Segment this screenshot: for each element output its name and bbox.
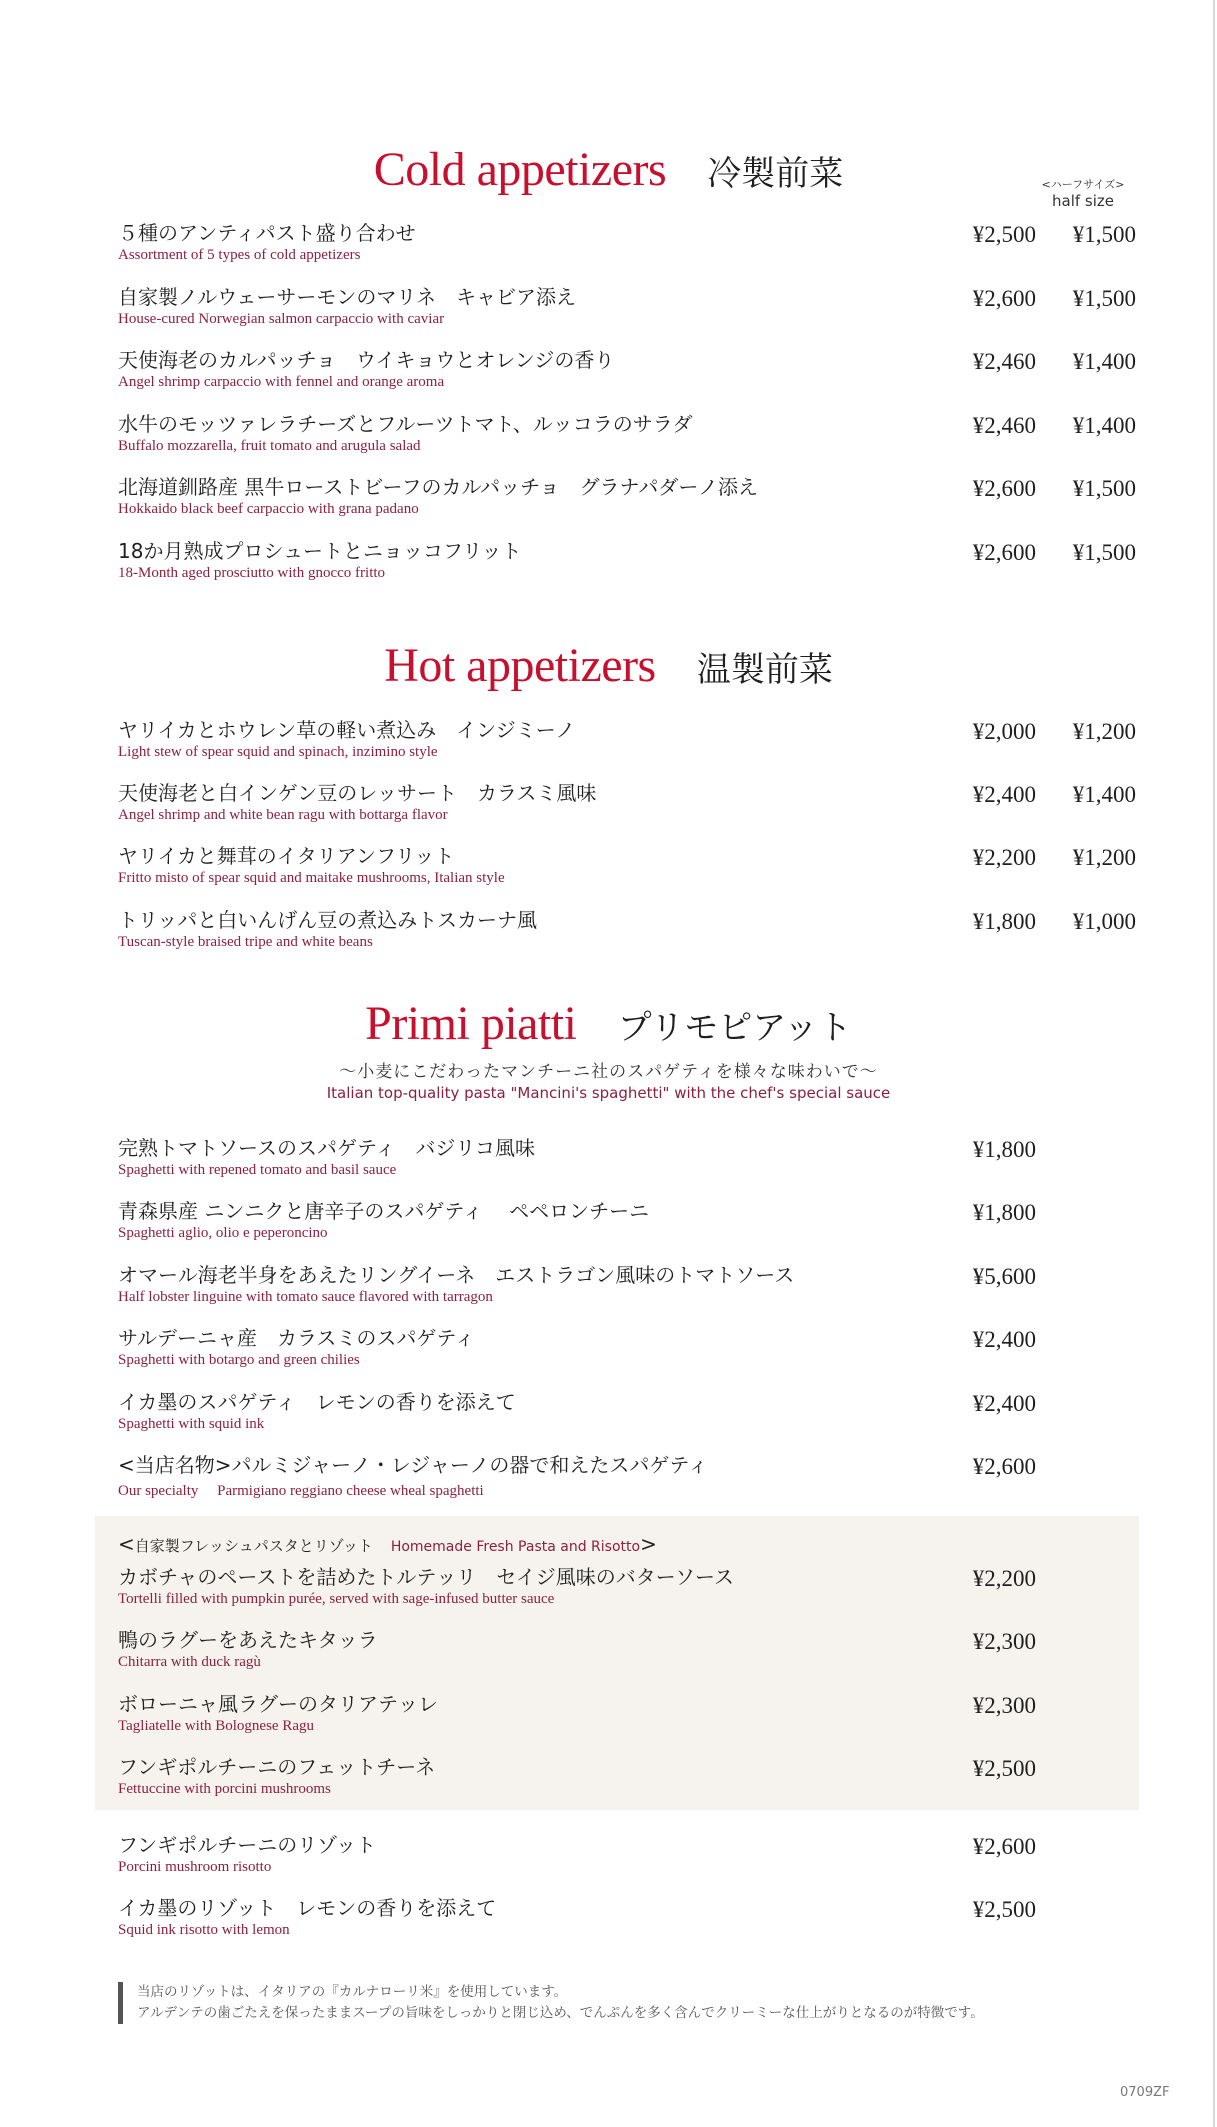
item-name-en: Buffalo mozzarella, fruit tomato and arugula salad	[118, 438, 421, 454]
item-half-price: ¥1,500	[1072, 476, 1136, 501]
item-name-en: Spaghetti with botargo and green chilies	[118, 1352, 360, 1368]
item-name-en: Angel shrimp carpaccio with fennel and orange aroma	[118, 374, 445, 390]
half-size-header	[1040, 176, 1126, 210]
item-price: ¥2,400	[972, 1327, 1036, 1352]
item-name-en: Fritto misto of spear squid and maitake mushrooms, Italian style	[118, 870, 505, 886]
item-name-en: House-cured Norwegian salmon carpaccio with caviar	[118, 311, 445, 327]
item-name-en: Porcini mushroom risotto	[118, 1859, 272, 1875]
item-name-en: Spaghetti with repened tomato and basil sauce	[118, 1162, 397, 1178]
menu-item	[118, 344, 1136, 400]
menu-item	[118, 281, 1136, 337]
menu-item	[118, 1688, 1118, 1744]
item-price: ¥1,800	[972, 1137, 1036, 1162]
menu-item	[118, 1892, 1118, 1948]
item-price: ¥2,600	[972, 1454, 1036, 1479]
primi-subtitle-en: Italian top-quality pasta "Mancini's spaghetti" with the chef's special sauce	[326, 1084, 891, 1102]
menu-item	[118, 1132, 1118, 1188]
menu-item	[118, 777, 1136, 833]
menu-item	[118, 840, 1136, 896]
item-name-jp: <当店名物>パルミジャーノ・レジャーノの器で和えたスパゲティ	[118, 1453, 708, 1477]
item-name-en: Tuscan-style braised tripe and white beans	[118, 934, 373, 950]
menu-item	[118, 471, 1136, 527]
item-name-jp: 水牛のモッツァレラチーズとフルーツトマト、ルッコラのサラダ	[118, 412, 693, 436]
cold-title-jp: 冷製前菜	[707, 154, 844, 194]
item-price: ¥2,400	[972, 1391, 1036, 1416]
item-name-jp: イカ墨のスパゲティ レモンの香りを添えて	[118, 1390, 516, 1414]
menu-code: 0709ZF	[1120, 2085, 1170, 2100]
item-name-jp: 自家製ノルウェーサーモンのマリネ キャビア添え	[118, 285, 576, 309]
item-name-en: Spaghetti with squid ink	[118, 1416, 265, 1432]
item-name-jp: 完熟トマトソースのスパゲティ バジリコ風味	[118, 1136, 535, 1160]
hot-title-en: Hot appetizers	[384, 639, 656, 692]
primi-section-title	[0, 996, 1217, 1051]
cold-section-title	[0, 142, 1217, 197]
cold-title-en: Cold appetizers	[373, 143, 667, 196]
item-price: ¥2,600	[972, 1834, 1036, 1859]
item-name-jp: トリッパと白いんげん豆の煮込みトスカーナ風	[118, 908, 537, 932]
primi-title-jp: プリモピアット	[617, 1008, 852, 1048]
menu-item	[118, 1195, 1118, 1251]
fresh-header-jp: 自家製フレッシュパスタとリゾット	[134, 1537, 373, 1555]
item-price: ¥2,300	[972, 1629, 1036, 1654]
primi-title-en: Primi piatti	[365, 997, 577, 1050]
item-price: ¥1,800	[972, 1200, 1036, 1225]
bracket-open: <	[118, 1532, 135, 1556]
menu-item	[118, 1829, 1118, 1885]
item-name-en: Hokkaido black beef carpaccio with grana padano	[118, 501, 419, 517]
item-half-price: ¥1,200	[1072, 719, 1136, 744]
hot-section-title	[0, 638, 1217, 693]
item-half-price: ¥1,500	[1072, 222, 1136, 247]
item-name-jp: ヤリイカと舞茸のイタリアンフリット	[118, 844, 455, 868]
primi-subtitle-jp: ～小麦にこだわったマンチーニ社のスパゲティを様々な味わいで～	[339, 1062, 878, 1082]
item-name-jp: オマール海老半身をあえたリングイーネ エストラゴン風味のトマトソース	[118, 1263, 795, 1287]
item-name-jp: 天使海老のカルパッチョ ウイキョウとオレンジの香り	[118, 348, 615, 372]
bracket-close: >	[640, 1532, 657, 1556]
item-name-jp: カボチャのペーストを詰めたトルテッリ セイジ風味のバターソース	[118, 1565, 734, 1589]
item-half-price: ¥1,000	[1072, 909, 1136, 934]
item-half-price: ¥1,400	[1072, 782, 1136, 807]
item-price: ¥2,460	[972, 349, 1036, 374]
item-half-price: ¥1,500	[1072, 540, 1136, 565]
item-name-jp: ヤリイカとホウレン草の軽い煮込み インジミーノ	[118, 718, 576, 742]
item-name-jp: 青森県産 ニンニクと唐辛子のスパゲティ ペペロンチーニ	[118, 1199, 650, 1223]
menu-item	[118, 1322, 1118, 1378]
menu-item	[118, 904, 1136, 960]
item-price: ¥2,200	[972, 845, 1036, 870]
menu-item	[118, 408, 1136, 464]
item-price: ¥2,500	[972, 1756, 1036, 1781]
item-name-jp: 北海道釧路産 黒牛ローストビーフのカルパッチョ グラナパダーノ添え	[118, 475, 758, 499]
item-half-price: ¥1,500	[1072, 286, 1136, 311]
menu-item	[118, 535, 1136, 591]
item-price: ¥2,300	[972, 1693, 1036, 1718]
item-name-jp: フンギポルチーニのフェットチーネ	[118, 1755, 436, 1779]
item-name-en: Light stew of spear squid and spinach, inzimino style	[118, 744, 438, 760]
item-name-en: 18-Month aged prosciutto with gnocco fritto	[118, 565, 386, 581]
menu-item	[118, 1624, 1118, 1680]
hot-title-jp: 温製前菜	[696, 650, 833, 690]
fresh-header-en: Homemade Fresh Pasta and Risotto	[390, 1539, 641, 1555]
item-price: ¥2,400	[972, 782, 1036, 807]
item-price: ¥5,600	[972, 1264, 1036, 1289]
item-name-jp: イカ墨のリゾット レモンの香りを添えて	[118, 1896, 497, 1920]
item-name-en: Chitarra with duck ragù	[118, 1654, 261, 1670]
item-half-price: ¥1,400	[1072, 413, 1136, 438]
menu-item	[118, 217, 1136, 273]
item-name-en: Our specialty Parmigiano reggiano cheese wheal spaghetti	[118, 1483, 484, 1499]
item-name-jp: 鴨のラグーをあえたキタッラ	[118, 1628, 378, 1652]
item-price: ¥2,600	[972, 476, 1036, 501]
menu-item	[118, 1751, 1118, 1807]
menu-item	[118, 1259, 1118, 1315]
item-name-jp: 18か月熟成プロシュートとニョッコフリット	[118, 539, 522, 563]
item-name-en: Assortment of 5 types of cold appetizers	[118, 247, 361, 263]
menu-item	[118, 1449, 1118, 1505]
half-size-label-jp: <ハーフサイズ>	[1041, 178, 1125, 191]
item-name-jp: ボローニャ風ラグーのタリアテッレ	[118, 1692, 438, 1716]
item-name-en: Tortelli filled with pumpkin purée, served with sage-infused butter sauce	[118, 1591, 555, 1607]
fresh-pasta-header	[118, 1532, 657, 1556]
item-price: ¥2,460	[972, 413, 1036, 438]
item-name-en: Tagliatelle with Bolognese Ragu	[118, 1718, 314, 1734]
item-price: ¥2,000	[972, 719, 1036, 744]
item-price: ¥2,500	[972, 1897, 1036, 1922]
item-price: ¥2,200	[972, 1566, 1036, 1591]
item-name-en: Angel shrimp and white bean ragu with bottarga flavor	[118, 807, 448, 823]
item-name-jp: サルデーニャ産 カラスミのスパゲティ	[118, 1326, 475, 1350]
menu-item	[118, 1386, 1118, 1442]
risotto-note	[118, 1982, 984, 2024]
menu-item	[118, 714, 1136, 770]
item-name-en: Half lobster linguine with tomato sauce flavored with tarragon	[118, 1289, 493, 1305]
note-line-1: 当店のリゾットは、イタリアの『カルナローリ米』を使用しています。	[137, 1984, 568, 2000]
item-name-jp: ５種のアンティパスト盛り合わせ	[118, 221, 416, 245]
note-line-2: アルデンテの歯ごたえを保ったままスープの旨味をしっかりと閉じ込め、でんぷんを多く含んでクリーミーな仕上がりとなるのが特徴です。	[137, 2005, 984, 2021]
item-name-en: Spaghetti aglio, olio e peperoncino	[118, 1225, 328, 1241]
item-price: ¥1,800	[972, 909, 1036, 934]
item-name-en: Squid ink risotto with lemon	[118, 1922, 290, 1938]
item-price: ¥2,600	[972, 286, 1036, 311]
item-name-en: Fettuccine with porcini mushrooms	[118, 1781, 331, 1797]
item-price: ¥2,600	[972, 540, 1036, 565]
item-name-jp: フンギポルチーニのリゾット	[118, 1833, 376, 1857]
item-price: ¥2,500	[972, 222, 1036, 247]
item-half-price: ¥1,400	[1072, 349, 1136, 374]
half-size-label-en: half size	[1052, 192, 1114, 210]
item-half-price: ¥1,200	[1072, 845, 1136, 870]
item-name-jp: 天使海老と白インゲン豆のレッサート カラスミ風味	[118, 781, 597, 805]
menu-item	[118, 1561, 1118, 1617]
